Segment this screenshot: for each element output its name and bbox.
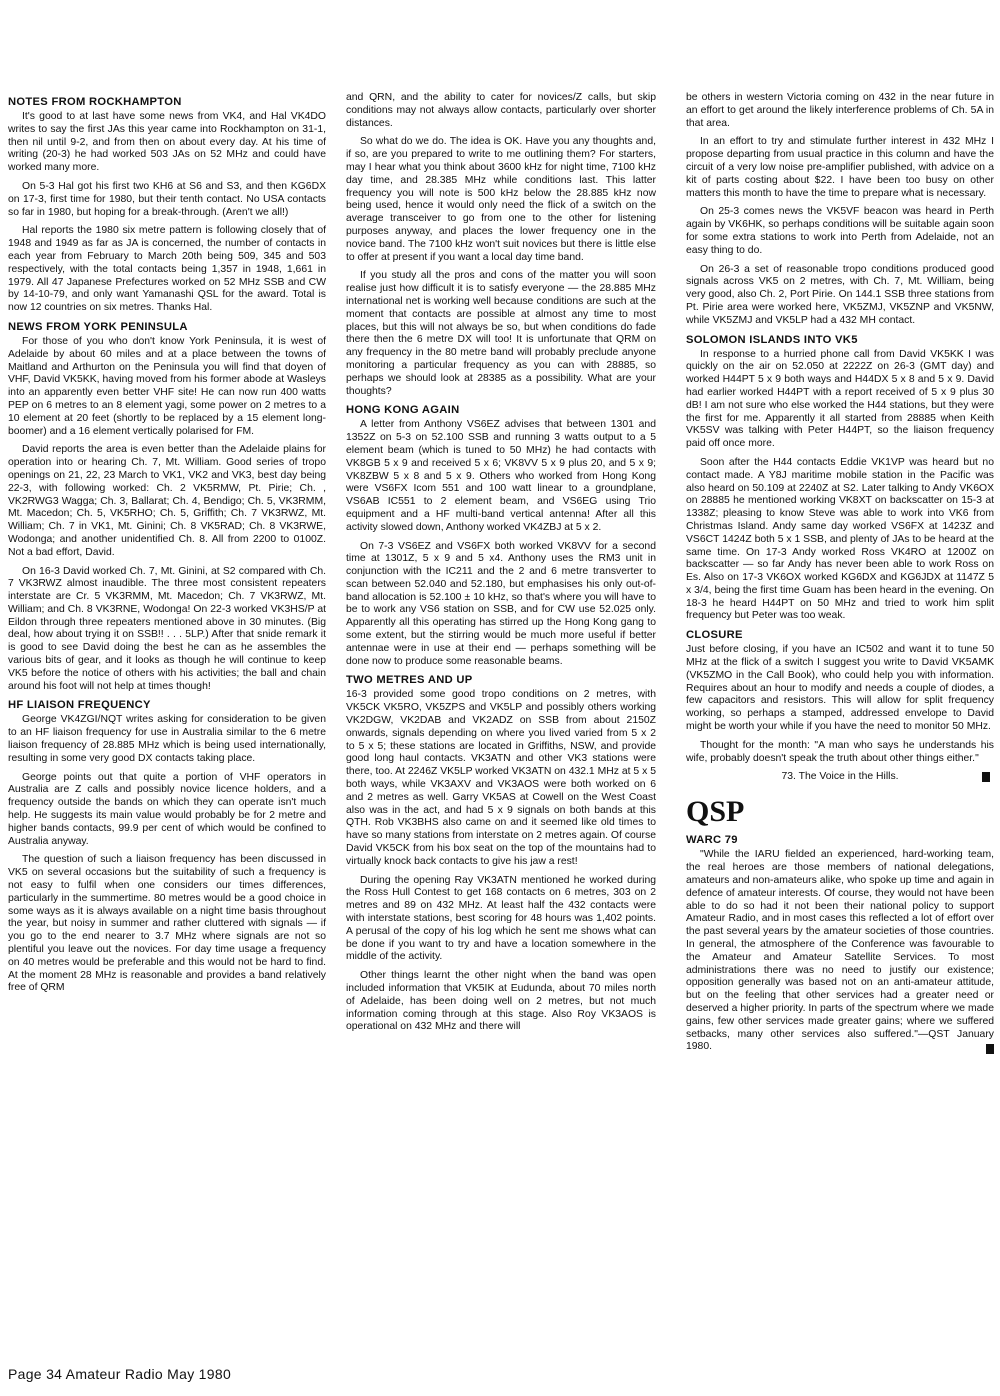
paragraph: In response to a hurried phone call from David VK5KK I was quickly on the air on 52.050 at 2222Z on 26-3 (GMT day) and worked H44PT 5 x 9 both ways and H44DX 5 x 8 and 5 x 9. David had earlier worked H44PT with a report received of 5 x 9 plus 30 dB! I am not sure who else worked the H44 stations, but they were the first for me. Apparently it all started from 28885 when Keith VK5SV was talking with Peter H44PT, so the liaison frequency paid off once more. xyxy=(686,348,994,450)
section-title-york-peninsula: NEWS FROM YORK PENINSULA xyxy=(8,320,188,333)
paragraph: Soon after the H44 contacts Eddie VK1VP was heard but no contact made. A Y8J maritime mobile station in the Pacific was also heard on 50.109 at 2240Z at S2. Later talking to Andy VK6OX on 28885 he mentioned working VK8XT on backscatter on 15-3 at 1338Z; pleasing to know Steve was able to work into VK6 from Christmas Island. Andy same day worked VS6FX at 1423Z and VS6CT 1424Z both 5 x 1 SSB, and plenty of JAs to be heard at the same time. On 17-3 Andy worked Ross VK4RO at 1200Z on backscatter — so far Andy has never been able to work Ross on Es. Also on 17-3 VK6OX worked KG6DX and KG6JDX at 1147Z 5 x 3/4, being the first time Guam has been heard in the evening. On 18-3 he heard H44PT on 50 MHz and tried to work him split frequency but Peter was too weak. xyxy=(686,456,994,622)
paragraph: A letter from Anthony VS6EZ advises that between 1301 and 1352Z on 5-3 on 52.100 SSB and running 3 watts output to a 5 element beam (which is tuned to 50 MHz) he had contacts with VK8GB 5 x 9 and received 5 x 6; VK8VV 5 x 9 plus 20, and 5 x 9; VK8ZBW 5 x 8 and 5 x 9. Others who worked from Hong Kong were VS6FX Icom 551 and 100 watt linear to a groundplane, VS6AB IC551 to 2 element beam, and VS6EG using Trio equipment and a HF multi-band vertical antenna! After all this activity slowed down, Anthony worked VK4ZBJ at 5 x 2. xyxy=(346,419,656,533)
paragraph: On 7-3 VS6EZ and VS6FX both worked VK8VV for a second time at 1301Z, 5 x 9 and 5 x4. Anthony uses the RM3 unit in conjunction with the IC211 and the 2 and 6 metre transverter to scan between 52.040 and 52.180, but emphasises his only out-of-band allocation is 52.100 ± 10 kHz, so that's where you will have to be to work any VS6 station on SSB, and for CW use 52.025 only. Apparently all this operating has stirred up the Hong Kong gang to some extent, but the stirring would be much more useful if better antennae were in use at their end — perhaps something will be done now to produce some reasonable beams. xyxy=(346,540,656,667)
paragraph: George points out that quite a portion of VHF operators in Australia are Z calls and possibly novice licence holders, and a frequency outside the bands on which they can operate isn't much help. He suggests its main value would probably be for 2 metre and higher bands contacts, 99.9 per cent of which would be confined to Australia anyway. xyxy=(8,771,326,847)
paragraph: Other things learnt the other night when the band was open included information that VK5IK at Eudunda, about 70 miles north of Adelaide, has been doing well on 2 metres, but not much information coming through at this stage. Also Roy VK3AOS is operational on 432 MHz and there will xyxy=(346,970,656,1033)
paragraph: On 16-3 David worked Ch. 7, Mt. Ginini, at S2 compared with Ch. 7 VK3RWZ almost inaudible. The three most consistent repeaters interstate are Cr. 5 VK3RMM, Mt. Macedon; Ch. 7 VK3RWZ, Mt. William; and Ch. 8 VK3RNE, Wodonga! On 22-3 worked VK3HS/P at Eildon through three repeaters mentioned above in 30 minutes. (Big deal, how about trying it on SSB!! . . . 5LP.) After that snide remark it is good to see David doing the best he can as he assembles the various bits of gear, and it looks as though he will continue to keep VK5 before the notice of others with his activities; the ball and chain around his foot will not help at times though! xyxy=(8,565,326,692)
paragraph: Thought for the month: "A man who says he understands his wife, probably doesn't speak the truth about other things either." xyxy=(686,739,994,764)
section-title-solomon-islands: SOLOMON ISLANDS INTO VK5 xyxy=(686,333,858,346)
paragraph: For those of you who don't know York Peninsula, it is west of Adelaide by about 60 miles and at a place between the towns of Maitland and Arthurton on the Peninsula you will find that doyen of VHF, David VK5KK, having moved from his former abode at Wasleys into an apparently even better VHF site! He can now run 400 watts PEP on 6 metres to an 8 element yagi, some power on 2 metres to a 10 element at 20 feet (shortly to be replaced by a 15 element long-boomer) and a 16 element vertically polarised for FM. xyxy=(8,335,326,437)
end-mark-icon xyxy=(982,772,990,782)
column-1 xyxy=(8,90,326,1001)
paragraph: On 25-3 comes news the VK5VF beacon was heard in Perth again by VK6HK, so perhaps conditions will be suitable again soon for some extra stations to work into Perth from Adelaide, not an easy thing to do. xyxy=(686,206,994,256)
paragraph: So what do we do. The idea is OK. Have you any thoughts and, if so, are you prepared to write to me outlining them? For starters, may I hear what you think about 3600 kHz for night time, 7100 kHz day time, and 28.385 MHz while conditions last. This latter frequency you will note is 500 kHz below the 28.885 kHz now being used, hence it would only need the flick of a switch on the average transceiver to go from one to the other for listening purposes anyway, and places the lower frequency one in the novice band. The 7100 kHz won't suit novices but there is little else to offer at present if you want a local day time band. xyxy=(346,136,656,263)
paragraph: Hal reports the 1980 six metre pattern is following closely that of 1948 and 1949 as far as JA is concerned, the number of contacts in each year from February to March 20th being 509, 345 and 503 respectively, with the total contacts being 1,357 in 1948, 1,661 in 1979. All 47 Japanese Prefectures worked on 52 MHz SSB and CW by 14-10-79, and only want Yamanashi QSL for the award. Total is now 12 countries on six metres. Thanks Hal. xyxy=(8,225,326,314)
paragraph-text: "While the IARU fielded an experienced, hard-working team, the real heroes are those members of national delegations, amateurs and non-amateurs alike, who spoke up time and again in defence of amateur interests. Of course, they would not have been able to do so had it not been their national policy to support Amateur Radio, and in most cases this reflected a lot of effort over the past several years by the amateur societies of those countries. In general, the atmosphere of the Conference was favourable to the Amateur and Amateur Satellite Services. To most administrations there was no need to justify our existence; opposition generally was based not on an anti-amateur attitude, but on the feeling that other services had a greater need or deserved a higher priority. In parts of the spectrum where we made gains, few other services made greater gains; where we suffered setbacks, many other services also suffered."—QST January 1980. xyxy=(686,849,994,1053)
signoff xyxy=(686,771,994,782)
paragraph: Just before closing, if you have an IC502 and want it to tune 50 MHz at the flick of a switch I suggest you write to David VK5AMK (VK5ZMO in the Call Book), who could help you with information. Requires about an hour to modify and needs a couple of diodes, a few capacitors and resistors. This will allow for split frequency working, so perhaps a stamped, addressed envelope to David might be worth your while if you have the need to monitor 50 MHz. xyxy=(686,644,994,733)
paragraph: It's good to at last have some news from VK4, and Hal VK4DO writes to say the first JAs this year came into Rockhampton on 31-1, then nil until 9-2, and from then on about every day. At his time of writing (20-3) he had worked 503 JAs on 52 MHz and could have worked many more. xyxy=(8,111,326,174)
qsp-heading: QSP xyxy=(686,795,745,829)
section-title-warc: WARC 79 xyxy=(686,834,738,847)
paragraph: During the opening Ray VK3ATN mentioned he worked during the Ross Hull Contest to get 168 contacts on 6 metres, 303 on 2 metres and 89 on 432 MHz. At least half the 432 contacts were with interstate stations, best scoring for 48 hours was 1,402 points. A perusal of the copy of his log which he sent me shows what can be done if you want to try and have a location somewhere in the middle of the activity. xyxy=(346,874,656,963)
paragraph: In an effort to try and stimulate further interest in 432 MHz I propose departing from usual practice in this column and have the circuit of a very low noise pre-amplifier published, with advice on a kit of parts costing about $22. I have been too busy on other matters this month to have the time to prepare what is necessary. xyxy=(686,136,994,199)
end-mark-icon xyxy=(986,1044,994,1054)
paragraph: David reports the area is even better than the Adelaide plains for operation into or hearing Ch. 7, Mt. William. Good series of tropo openings on 21, 22, 23 March to VK1, VK2 and VK3, best day being 22-3, with following worked: Ch. 2 VK5RMW, Pt. Pirie; Ch. , VK2RWG3 Wagga; Ch. 3, Ballarat; Ch. 4, Bendigo; Ch. 5, VK3RMM, Mt. Macedon; Ch. 5, VK5RHO; Ch. 5, Griffith; Ch. 7 VK3RWZ, Mt. William; Ch. 7 in VK1, Mt. Ginini; Ch. 8 VK5RAD; Ch. 8 VK3RWE, Wodonga; and another unidentified Ch. 8. All from 2200 to 0100Z. Not a bad effort, David. xyxy=(8,444,326,558)
paragraph: be others in western Victoria coming on 432 in the near future in an effort to get around the likely interference problems of Ch. 5A in that area. xyxy=(686,92,994,129)
column-3 xyxy=(686,92,994,1060)
page-footer: Page 34 Amateur Radio May 1980 xyxy=(8,1366,232,1382)
paragraph: 16-3 provided some good tropo conditions on 2 metres, with VK5CK VK5RO, VK5ZPS and VK5LP and possibly others working VK2DGW, VK2DAB and VK2ADZ on SSB from about 2150Z onwards, signals depending on where you lived varied from 5 x 2 to 5 x 5; these stations are located in Griffiths, NSW, and provide good long haul contacts. VK3ATN and other VK3 stations were there, too. At 2246Z VK5LP worked VK3ATN on 432.1 MHz at 5 x 5 both ways, while VK3AXV and VK3AOS were both worked on 6 and 2 metres as well. Garry VK5AS at Cowell on the West Coast also was in the act, and had 5 x 9 signals on both bands at this QTH. Rob VK3BHS also came on and it seemed like old times to have so many stations from interstate on 2 metres again. Of course David VK5CK from his box seat on the top of the mountains had to virtually knock back contacts to give his jaw a rest! xyxy=(346,689,656,867)
signoff-text: 73. The Voice in the Hills. xyxy=(781,771,899,783)
section-title-hong-kong: HONG KONG AGAIN xyxy=(346,404,460,417)
section-title-two-metres: TWO METRES AND UP xyxy=(346,674,473,687)
section-title-closure: CLOSURE xyxy=(686,629,743,642)
paragraph xyxy=(686,849,994,1054)
section-title-rockhampton: NOTES FROM ROCKHAMPTON xyxy=(8,96,182,108)
paragraph: George VK4ZGI/NQT writes asking for consideration to be given to an HF liaison frequency for use in Australia similar to the 6 metre liaison frequency of 28.885 MHz which is being used internationally, resulting in some very good DX contacts taking place. xyxy=(8,714,326,764)
column-2 xyxy=(346,92,656,1040)
paragraph: and QRN, and the ability to cater for novices/Z calls, but skip conditions may not always allow contacts, particularly over shorter distances. xyxy=(346,92,656,129)
section-title-hf-liaison: HF LIAISON FREQUENCY xyxy=(8,699,151,712)
paragraph: The question of such a liaison frequency has been discussed in VK5 on several occasions but the suitability of such a frequency is not easy to fulfil when one considers our times differences, particularly in the summertime. 80 metres would be a good choice in some ways as it is always available on a night time basis throughout the year, but noisy in summer and rather cluttered with signals — if you go to the end nearer to 3.7 MHz where signals are not so plentiful you leave out the novices. For day time usage a frequency on 40 metres would be preferable and this would not be hard to find. At the moment 28 MHz is reasonable and provides a band relatively free of QRM xyxy=(8,854,326,994)
paragraph: If you study all the pros and cons of the matter you will soon realise just how difficult it is to satisfy everyone — the 28.885 MHz international net is working well because conditions are such at the moment that contacts are possible at almost any time to most places, but this will not always be so, but when conditions do fade there then the 6 metre DX will too! It is unfortunate that QRM on any frequency in the 80 metre band will probably preclude anyone monitoring a particular frequency as you can with 28885, so perhaps we should look at 28385 as a possibility. What are your thoughts? xyxy=(346,270,656,397)
paragraph: On 26-3 a set of reasonable tropo conditions produced good signals across VK5 on 2 metres, with Ch. 7, Mt. William, being very good, also Ch. 2, Port Pirie. On 144.1 SSB three stations from Pt. Pirie area were worked here, VK5ZMJ, VK5ZNP and VK5NW, while VK5ZMJ and VK5LP had a 432 MH contact. xyxy=(686,263,994,326)
paragraph: On 5-3 Hal got his first two KH6 at S6 and S3, and then KG6DX on 17-3, first time for 1980, but their tenth contact. No USA contacts so far in 1980, but hoping for a break-through. (Aren't we all!) xyxy=(8,180,326,218)
